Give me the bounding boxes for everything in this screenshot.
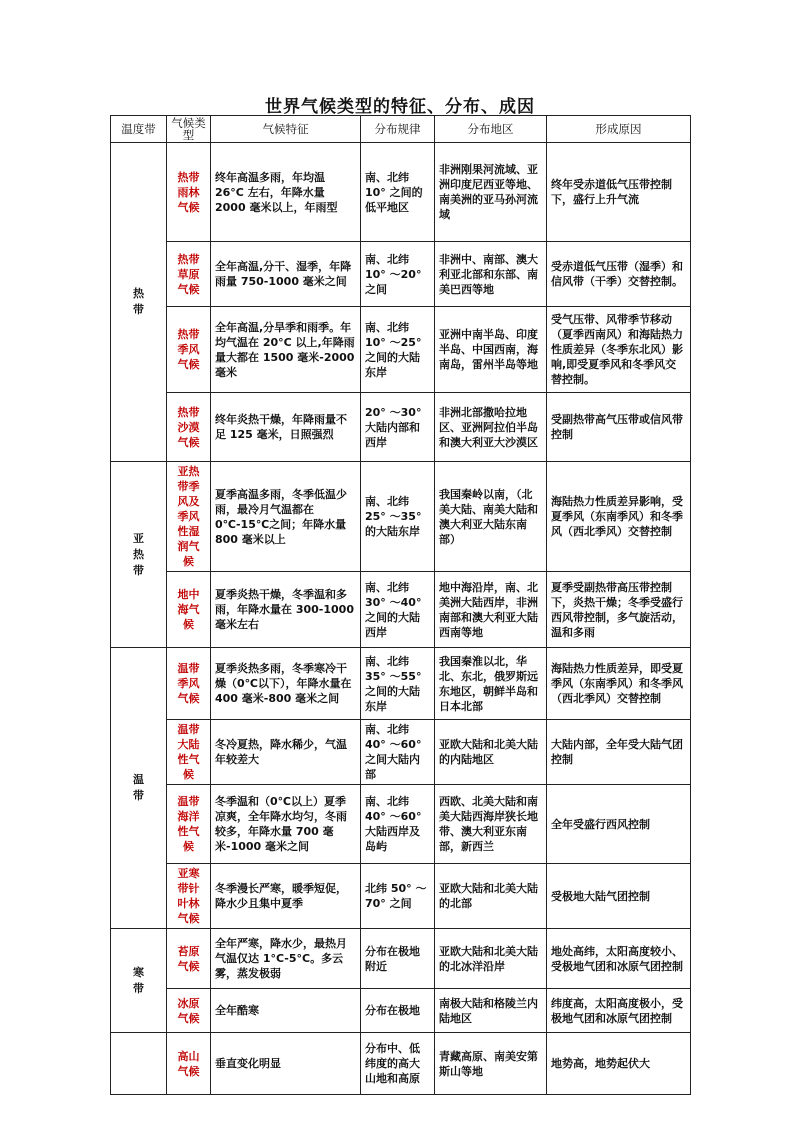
type-cell — [167, 864, 211, 929]
table-row — [111, 393, 691, 462]
climate-type: 热带季风气候 — [177, 328, 200, 371]
climate-type: 地中海气候 — [177, 588, 200, 631]
table-row — [111, 864, 691, 929]
climate-type: 热带雨林气候 — [177, 170, 200, 214]
feature-cell: 终年高温多雨，年均温 26°C 左右，年降水量 2000 毫米以上，年雨型 — [211, 143, 361, 242]
header-zone: 温度带 — [111, 116, 167, 143]
rule-cell: 南、北纬 10° 之间的低平地区 — [361, 143, 435, 242]
type-cell — [167, 929, 211, 989]
feature-cell: 夏季炎热干燥，冬季温和多雨，年降水量在 300-1000 毫米左右 — [211, 572, 361, 648]
rule-cell: 北纬 50° ～70° 之间 — [361, 864, 435, 929]
area-cell: 我国秦淮以北，华北、东北，俄罗斯远东地区，朝鲜半岛和日本北部 — [435, 648, 547, 720]
feature-cell: 全年高温,分旱季和雨季。年均气温在 20°C 以上,年降雨量大都在 1500 毫米-2000 毫米 — [211, 307, 361, 393]
type-cell — [167, 648, 211, 720]
climate-type: 苔原气候 — [177, 944, 200, 973]
header-area: 分布地区 — [435, 116, 547, 143]
type-cell — [167, 785, 211, 864]
rule-cell: 南、北纬 35° ～55° 之间的大陆东岸 — [361, 648, 435, 720]
rule-cell: 分布在极地 — [361, 989, 435, 1033]
rule-cell: 南、北纬 10° ～25° 之间的大陆东岸 — [361, 307, 435, 393]
area-cell: 非洲北部撒哈拉地区、亚洲阿拉伯半岛和澳大利亚大沙漠区 — [435, 393, 547, 462]
type-cell — [167, 572, 211, 648]
rule-cell: 分布在极地附近 — [361, 929, 435, 989]
rule-cell: 南、北纬 25° ～35° 的大陆东岸 — [361, 462, 435, 572]
area-cell: 非洲中、南部、澳大利亚北部和东部、南美巴西等地 — [435, 242, 547, 307]
climate-type: 温带大陆性气候 — [177, 723, 200, 781]
climate-type: 亚寒带针叶林气候 — [177, 867, 200, 925]
type-cell — [167, 242, 211, 307]
climate-type: 温带海洋性气候 — [177, 795, 200, 853]
table-row — [111, 462, 691, 572]
cause-cell: 地处高纬，太阳高度较小、受极地气团和冰原气团控制 — [547, 929, 691, 989]
table-row — [111, 1033, 691, 1095]
area-cell: 非洲刚果河流域、亚洲印度尼西亚等地、南美洲的亚马孙河流域 — [435, 143, 547, 242]
zone-label: 寒带 — [133, 965, 144, 995]
type-cell — [167, 393, 211, 462]
zone-cell-subtropical — [111, 462, 167, 648]
table-row — [111, 242, 691, 307]
cause-cell: 受赤道低气压带（湿季）和信风带（干季）交替控制。 — [547, 242, 691, 307]
table-row — [111, 143, 691, 242]
type-cell — [167, 1033, 211, 1095]
feature-cell: 冬季漫长严寒，暖季短促，降水少且集中夏季 — [211, 864, 361, 929]
type-cell — [167, 989, 211, 1033]
cause-cell: 地势高，地势起伏大 — [547, 1033, 691, 1095]
feature-cell: 全年严寒，降水少，最热月气温仅达 1°C-5°C。多云雾，蒸发极弱 — [211, 929, 361, 989]
type-cell — [167, 720, 211, 785]
cause-cell: 受气压带、风带季节移动（夏季西南风）和海陆热力性质差异（冬季东北风）影响,即受夏季风和冬季风交替控制。 — [547, 307, 691, 393]
header-type: 气候类型 — [167, 116, 211, 143]
feature-cell: 夏季炎热多雨，冬季寒冷干燥（0℃以下），年降水量在 400 毫米-800 毫米之间 — [211, 648, 361, 720]
zone-cell-empty — [111, 1033, 167, 1095]
climate-type: 冰原气候 — [177, 996, 200, 1025]
cause-cell: 大陆内部，全年受大陆气团控制 — [547, 720, 691, 785]
area-cell: 南极大陆和格陵兰内陆地区 — [435, 989, 547, 1033]
area-cell: 亚欧大陆和北美大陆的北冰洋沿岸 — [435, 929, 547, 989]
page-title: 世界气候类型的特征、分布、成因 — [265, 97, 535, 117]
feature-cell: 终年炎热干燥，年降雨量不足 125 毫米，日照强烈 — [211, 393, 361, 462]
zone-cell-temperate — [111, 648, 167, 929]
table-header-row — [111, 116, 691, 143]
cause-cell: 终年受赤道低气压带控制下，盛行上升气流 — [547, 143, 691, 242]
zone-label: 亚热带 — [133, 531, 144, 577]
cause-cell: 纬度高，太阳高度极小，受极地气团和冰原气团控制 — [547, 989, 691, 1033]
cause-cell: 受副热带高气压带或信风带控制 — [547, 393, 691, 462]
climate-type: 亚热带季风及季风性湿润气候 — [177, 465, 200, 568]
table-row — [111, 989, 691, 1033]
feature-cell: 冬冷夏热，降水稀少，气温年较差大 — [211, 720, 361, 785]
table-row — [111, 572, 691, 648]
rule-cell: 南、北纬 10° ～20° 之间 — [361, 242, 435, 307]
zone-cell-frigid — [111, 929, 167, 1033]
feature-cell: 冬季温和（0℃以上）夏季凉爽，全年降水均匀，冬雨较多，年降水量 700 毫米-1000 毫米之间 — [211, 785, 361, 864]
rule-cell: 20° ～30° 大陆内部和西岸 — [361, 393, 435, 462]
table-row — [111, 785, 691, 864]
climate-type: 热带草原气候 — [177, 252, 200, 296]
area-cell: 亚洲中南半岛、印度半岛、中国西南，海南岛，雷州半岛等地 — [435, 307, 547, 393]
feature-cell: 夏季高温多雨，冬季低温少雨，最冷月气温都在 0℃-15℃之间；年降水量 800 毫米以上 — [211, 462, 361, 572]
rule-cell: 分布中、低纬度的高大山地和高原 — [361, 1033, 435, 1095]
climate-type: 温带季风气候 — [177, 662, 200, 705]
area-cell: 青藏高原、南美安第斯山等地 — [435, 1033, 547, 1095]
type-cell — [167, 307, 211, 393]
table-row — [111, 648, 691, 720]
feature-cell: 垂直变化明显 — [211, 1033, 361, 1095]
climate-type: 高山气候 — [177, 1049, 200, 1078]
area-cell: 我国秦岭以南，（北美大陆、南美大陆和澳大利亚大陆东南部） — [435, 462, 547, 572]
header-rule: 分布规律 — [361, 116, 435, 143]
area-cell: 西欧、北美大陆和南美大陆西海岸狭长地带、澳大利亚东南部，新西兰 — [435, 785, 547, 864]
climate-table — [110, 115, 691, 1095]
table-row — [111, 929, 691, 989]
climate-type: 热带沙漠气候 — [177, 405, 200, 449]
rule-cell: 南、北纬 30° ～40° 之间的大陆西岸 — [361, 572, 435, 648]
rule-cell: 南、北纬 40° ～60° 大陆西岸及岛屿 — [361, 785, 435, 864]
feature-cell: 全年酷寒 — [211, 989, 361, 1033]
zone-label: 温带 — [133, 773, 144, 802]
table-row — [111, 307, 691, 393]
area-cell: 地中海沿岸，南、北美洲大陆西岸，非洲南部和澳大利亚大陆西南等地 — [435, 572, 547, 648]
feature-cell: 全年高温,分干、湿季，年降雨量 750-1000 毫米之间 — [211, 242, 361, 307]
cause-cell: 海陆热力性质差异，即受夏季风（东南季风）和冬季风（西北季风）交替控制 — [547, 648, 691, 720]
cause-cell: 海陆热力性质差异影响，受夏季风（东南季风）和冬季风（西北季风）交替控制 — [547, 462, 691, 572]
header-cause: 形成原因 — [547, 116, 691, 143]
type-cell — [167, 462, 211, 572]
cause-cell: 受极地大陆气团控制 — [547, 864, 691, 929]
zone-label: 热带 — [133, 287, 144, 316]
zone-cell-tropical — [111, 143, 167, 462]
cause-cell: 全年受盛行西风控制 — [547, 785, 691, 864]
cause-cell: 夏季受副热带高压带控制下，炎热干燥；冬季受盛行西风带控制，多气旋活动，温和多雨 — [547, 572, 691, 648]
type-cell — [167, 143, 211, 242]
rule-cell: 南、北纬 40° ～60° 之间大陆内部 — [361, 720, 435, 785]
area-cell: 亚欧大陆和北美大陆的北部 — [435, 864, 547, 929]
header-feature: 气候特征 — [211, 116, 361, 143]
table-row — [111, 720, 691, 785]
area-cell: 亚欧大陆和北美大陆的内陆地区 — [435, 720, 547, 785]
